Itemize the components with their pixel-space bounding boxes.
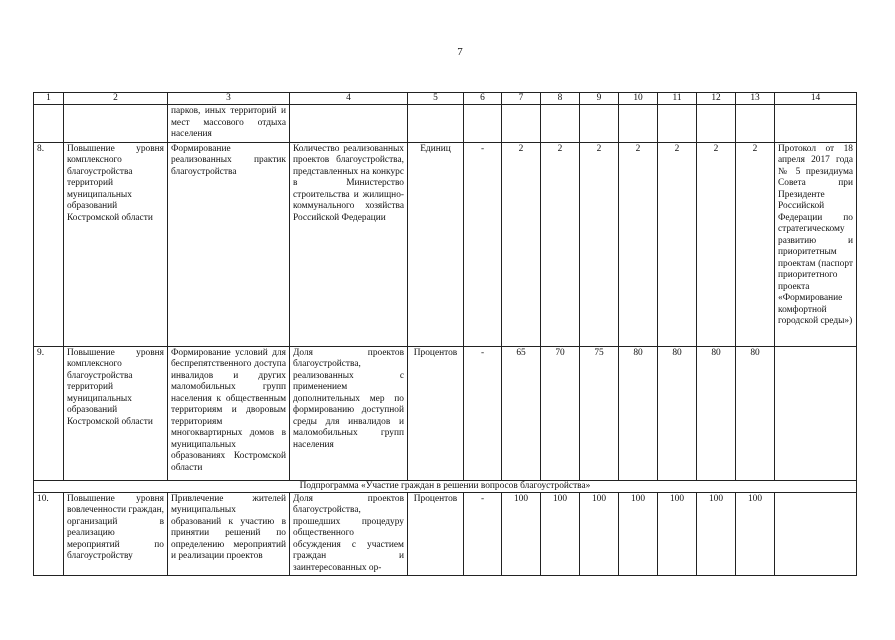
column-number-row	[34, 93, 857, 105]
value-cell: 80	[619, 346, 658, 480]
table-row	[34, 346, 857, 480]
goal-cell	[64, 105, 168, 143]
value-cell	[619, 105, 658, 143]
row-number: 9.	[34, 346, 64, 480]
value-cell: -	[464, 492, 502, 576]
goal-cell: Повышение уровня вовлеченности граждан, организаций в реализацию мероприятий по благоустройству	[64, 492, 168, 576]
row-number: 10.	[34, 492, 64, 576]
unit-cell: Процентов	[408, 346, 464, 480]
value-cell: 100	[736, 492, 775, 576]
column-header: 2	[64, 93, 168, 105]
source-cell: Протокол от 18 апреля 2017 года № 5 президиума Совета при Президенте Российской Федерации по стратегическому развитию и приоритетным проектам (паспорт приоритетного проекта «Формирование комфортной городской среды»)	[775, 142, 857, 346]
column-header: 4	[290, 93, 408, 105]
unit-cell: Единиц	[408, 142, 464, 346]
value-cell	[502, 105, 541, 143]
value-cell: 100	[658, 492, 697, 576]
value-cell: 2	[619, 142, 658, 346]
value-cell: 2	[697, 142, 736, 346]
unit-cell: Процентов	[408, 492, 464, 576]
subprogram-title: Подпрограмма «Участие граждан в решении вопросов благоустройства»	[34, 480, 857, 492]
value-cell: 2	[502, 142, 541, 346]
column-header: 12	[697, 93, 736, 105]
indicator-cell	[290, 105, 408, 143]
column-header: 14	[775, 93, 857, 105]
source-cell	[775, 492, 857, 576]
value-cell: 65	[502, 346, 541, 480]
task-cell: Привлечение жителей муниципальных образований к участию в принятии решений по определению мероприятий и реализации проектов	[168, 492, 290, 576]
unit-cell	[408, 105, 464, 143]
value-cell: 100	[580, 492, 619, 576]
value-cell: 80	[697, 346, 736, 480]
column-header: 13	[736, 93, 775, 105]
value-cell: 100	[502, 492, 541, 576]
value-cell: 100	[697, 492, 736, 576]
task-cell: Формирование условий для беспрепятственного доступа инвалидов и других маломобильных групп населения к общественным территориям и дворовым территориям многоквартирных домов в муниципальных образованиях Костромской области	[168, 346, 290, 480]
column-header: 3	[168, 93, 290, 105]
task-cell: Формирование реализованных практик благоустройства	[168, 142, 290, 346]
column-header: 6	[464, 93, 502, 105]
value-cell: 2	[658, 142, 697, 346]
column-header: 11	[658, 93, 697, 105]
value-cell	[580, 105, 619, 143]
page-number: 7	[457, 46, 463, 58]
table-row	[34, 105, 857, 143]
value-cell: -	[464, 142, 502, 346]
value-cell: -	[464, 346, 502, 480]
column-header: 5	[408, 93, 464, 105]
indicator-cell: Доля проектов благоустройства, реализованных с применением дополнительных мер по формированию доступной среды для инвалидов и маломобильных групп населения	[290, 346, 408, 480]
indicator-cell: Доля проектов благоустройства, прошедших процедуру общественного обсуждения с участием граждан и заинтересованных ор-	[290, 492, 408, 576]
value-cell: 70	[541, 346, 580, 480]
value-cell	[464, 105, 502, 143]
source-cell	[775, 346, 857, 480]
value-cell: 80	[736, 346, 775, 480]
value-cell: 75	[580, 346, 619, 480]
table-row	[34, 142, 857, 346]
subprogram-row	[34, 480, 857, 492]
column-header: 9	[580, 93, 619, 105]
goal-cell: Повышение уровня комплексного благоустройства территорий муниципальных образований Костромской области	[64, 346, 168, 480]
column-header: 1	[34, 93, 64, 105]
value-cell	[541, 105, 580, 143]
value-cell	[736, 105, 775, 143]
value-cell: 100	[541, 492, 580, 576]
goal-cell: Повышение уровня комплексного благоустройства территорий муниципальных образований Костромской области	[64, 142, 168, 346]
table-row	[34, 492, 857, 576]
task-cell: парков, иных территорий и мест массового отдыха населения	[168, 105, 290, 143]
column-header: 8	[541, 93, 580, 105]
row-number	[34, 105, 64, 143]
indicators-table	[33, 92, 857, 576]
indicator-cell: Количество реализованных проектов благоустройства, представленных на конкурс в Министерство строительства и жилищно-коммунального хозяйства Российской Федерации	[290, 142, 408, 346]
column-header: 7	[502, 93, 541, 105]
value-cell: 80	[658, 346, 697, 480]
value-cell: 100	[619, 492, 658, 576]
source-cell	[775, 105, 857, 143]
value-cell	[658, 105, 697, 143]
value-cell: 2	[736, 142, 775, 346]
value-cell: 2	[580, 142, 619, 346]
column-header: 10	[619, 93, 658, 105]
value-cell: 2	[541, 142, 580, 346]
value-cell	[697, 105, 736, 143]
row-number: 8.	[34, 142, 64, 346]
